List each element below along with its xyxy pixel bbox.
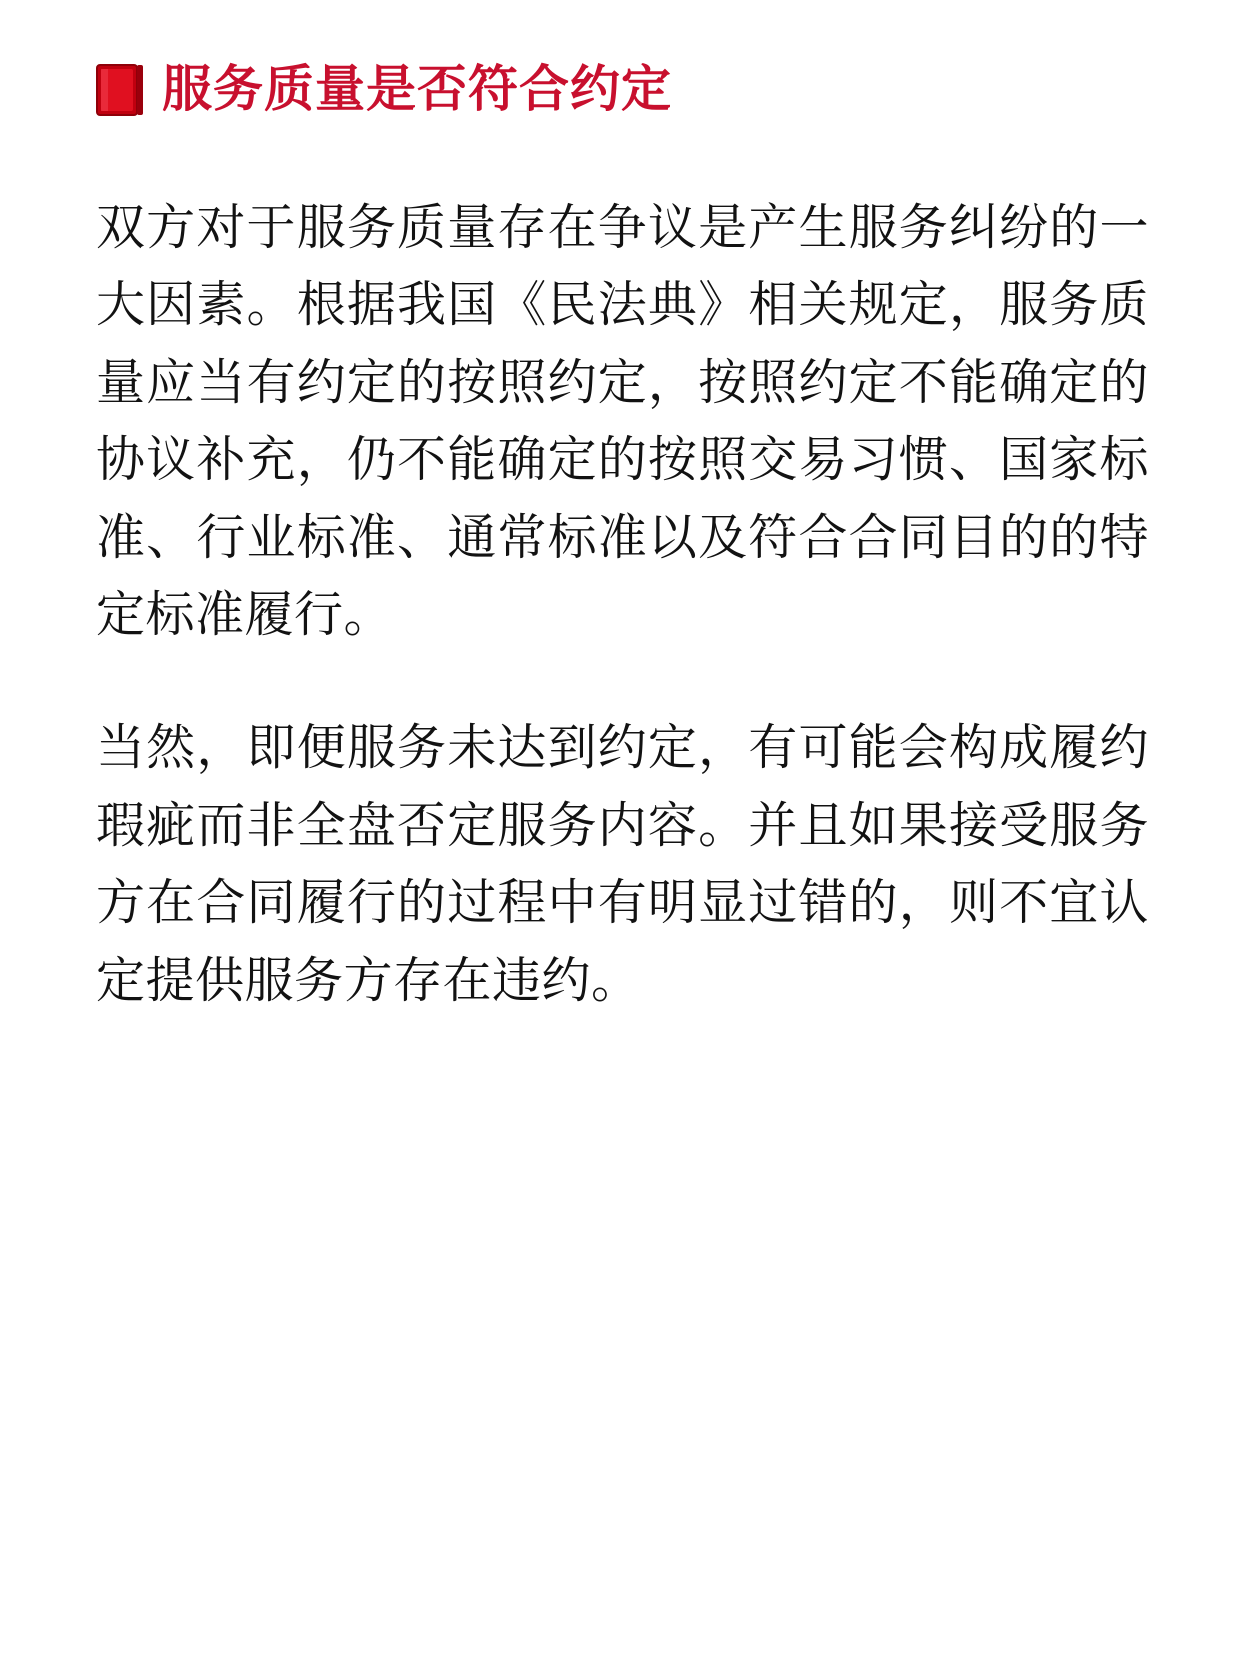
closed-book-icon bbox=[96, 63, 144, 117]
paragraph-2: 当然，即便服务未达到约定，有可能会构成履约瑕疵而非全盘否定服务内容。并且如果接受服务方在合同履行的过程中有明显过错的，则不宜认定提供服务方存在违约。 bbox=[96, 720, 1149, 1008]
page-title-text: 服务质量是否符合约定 bbox=[162, 61, 672, 117]
paragraph-1: 双方对于服务质量存在争议是产生服务纠纷的一大因素。根据我国《民法典》相关规定，服务质量应当有约定的按照约定，按照约定不能确定的协议补充，仍不能确定的按照交易习惯、国家标准、行业标准、通常标准以及符合合同目的的特定标准履行。 bbox=[96, 200, 1149, 643]
page-title bbox=[96, 62, 1149, 117]
